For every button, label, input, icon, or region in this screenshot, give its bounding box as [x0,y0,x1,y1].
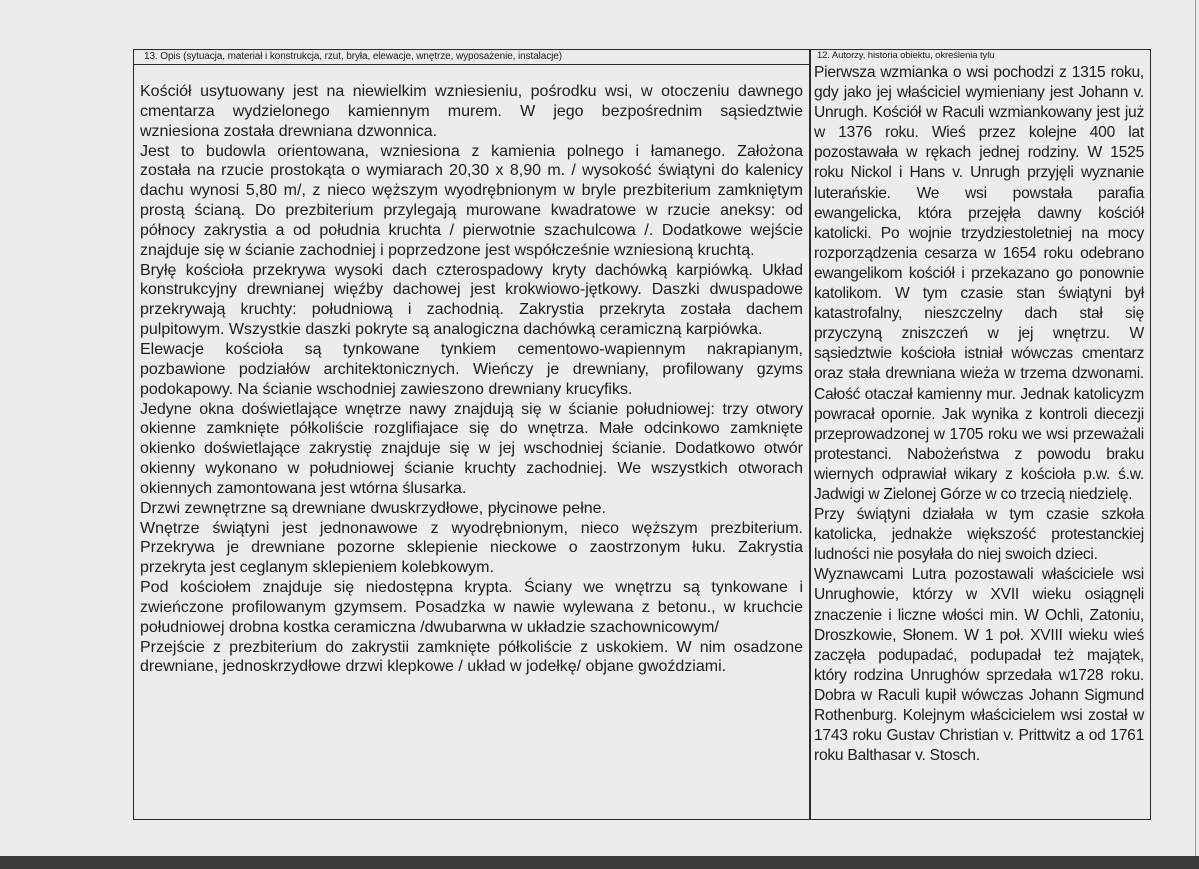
text-line: Wnętrze świątyni jest jednonawowe z wyodrębnionym, nieco węższym prezbiterium. [140,519,803,537]
text-line: Dobra w Raculi kupił wówczas Johann Sigmund [814,686,1144,704]
text-line: wzniesiona została drewniana dzwonnica. [140,122,438,140]
page-edge [1195,0,1196,856]
text-line: katastrofalny, nieszczelny dach stał się [814,305,1144,323]
text-line: katolicki. Po wojnie trzydziestoletniej na mocy [814,224,1144,242]
text-line: pulpitowym. Wszystkie daszki pokryte są analogiczna dachówką ceramiczną karpiówka. [140,321,763,339]
paragraph [140,340,803,400]
text-line: zaczęła podupadać, podupadał też majątek, [814,646,1144,664]
text-line: konstrukcyjny drewnianej więźby dachowej jest krokwiowo-jętkowy. Daszki dwuspadowe [140,281,803,299]
text-line: Przejście z prezbiterium do zakrystii zamknięte półkoliście z uskokiem. W nim osadzone [140,638,803,656]
text-line: przekryta jest ceglanym sklepieniem kolebkowym. [140,559,494,577]
text-line: roku Nickol i Hans v. Unrugh przyjęli wyznanie [814,164,1144,182]
text-line: Bryłę kościoła przekrywa wysoki dach czterospadowy kryty dachówką karpiówką. Układ [140,261,803,279]
text-line: zwieńczone profilowanym gzymsem. Posadzka w nawie wylewana z betonu., w kruchcie [140,598,803,616]
text-line: oraz stała drewniana wieża w trzema dzwonami. [814,365,1144,383]
paragraph [140,578,803,638]
text-line: Droszkowie, Słonem. W 1 poł. XVIII wieku wieś [814,626,1144,644]
text-line: Wyznawcami Lutra pozostawali właściciele wsi [814,566,1144,584]
text-line: okienny wykonano w południowej ścianie kruchty zachodniej. We wszystkich otworach [140,460,803,478]
text-line: ewangelikom kościół i przekazano go ponownie [814,264,1144,282]
text-line: który rodzina Unrughów sprzedała w1728 roku. [814,666,1144,684]
text-line: sąsiedztwie kościoła istniał wówczas cmentarz [814,345,1144,363]
text-line: rozporządzenia cesarza w 1654 roku odebrano [814,244,1144,262]
text-line: Przekrywa je drewniane pozorne sklepienie nieckowe o zaostrzonym łuku. Zakrystia [140,539,803,557]
text-line: przeprowadzonej w 1705 roku we wsi przeważali [814,425,1144,443]
text-line: południowej drobna kostka ceramiczna /dwubarwna w układzie szachownicowym/ [140,618,719,636]
description-text [140,82,803,677]
text-line: przekrywają kruchty: południową i zachodnią. Zakrystia przekryta została dachem [140,301,803,319]
text-line: powracał opornie. Jak wynika z kontroli diecezji [814,405,1144,423]
history-text [814,63,1144,766]
text-line: Pierwsza wzmianka o wsi pochodzi z 1315 roku, [814,64,1144,81]
header-rule [134,64,809,65]
paragraph [140,499,803,519]
paragraph [814,505,1144,565]
paragraph [140,400,803,499]
text-line: pozbawione podziałów architektonicznych. Wieńczy je drewniany, profilowany gzyms [140,360,803,378]
text-line: podokapowy. Na ścianie wschodniej zawieszono drewniany krucyfiks. [140,380,633,398]
text-line: ewangelicka, która przejęła dawny kościół [814,204,1144,222]
section-12-header: 12. Autorzy, historia obiektu, określenia tylu [817,50,995,61]
text-line: Pod kościołem znajduje się niedostępna krypta. Ściany we wnętrzu są tynkowane i [140,579,803,597]
text-line: katolikom. W tym czasie stan świątyni był [814,285,1144,303]
text-line: ludności nie posyłała do niej swoich dzieci. [814,546,1098,564]
text-line: Drzwi zewnętrzne są drewniane dwuskrzydłowe, płycinowe pełne. [140,499,606,517]
text-line: okienko doświetlające zakrystię znajduje się w jej wschodniej ścianie. Dodatkowo otwór [140,440,803,458]
text-line: okienne zamknięte półkoliście rozglifiajace się do wnętrza. Małe odcinkowo zamknięte [140,420,803,438]
text-line: znaczenie i liczne włości min. W Ochli, Zatoniu, [814,606,1144,624]
text-line: Kościół usytuowany jest na niewielkim wzniesieniu, pośrodku wsi, w otoczeniu dawnego [140,83,803,100]
text-line: w 1376 roku. Wieś przez kolejne 400 lat [814,124,1144,142]
scanner-border [0,856,1199,869]
paragraph [140,82,803,142]
text-line: Przy świątyni działała w tym czasie szkoła [814,506,1144,524]
text-line: gdy jako jej właściciel wymieniany jest Johann v. [814,84,1144,102]
text-line: Elewacje kościoła są tynkowane tynkiem cementowo-wapiennym nakrapianym, [140,340,803,358]
text-line: pozostawała w rękach jednej rodziny. W 1525 [814,144,1144,162]
form-table [133,49,1151,820]
text-line: okiennych zamontowana jest wtórna ślusarka. [140,479,467,497]
paragraph [140,519,803,579]
text-line: drewniane, jednoskrzydłowe drzwi klepkowe / układ w jodełkę/ objane gwoździami. [140,658,727,676]
text-line: została na rzucie prostokąta o wymiarach 20,30 x 8,90 m. / wysokość świątyni do kalenicy [140,162,803,180]
paragraph [814,565,1144,766]
text-line: znajduje się w ścianie zachodniej i poprzedzone jest współcześnie wzniesioną kruchtą. [140,241,755,259]
paragraph [140,638,803,678]
text-line: Unrugh. Kościół w Raculi wzmiankowany jest już [814,104,1144,122]
text-line: luterańskie. We wsi powstała parafia [814,184,1144,202]
text-line: cmentarza wydzielonego kamiennym murem. W jego bezpośrednim sąsiedztwie [140,102,803,120]
text-line: Rothenburg. Kolejnym właścicielem wsi został w [814,707,1144,724]
paragraph [140,142,803,261]
text-line: Jadwigi w Zielonej Górze w co trzecią niedzielę. [814,485,1133,503]
text-line: dachu wynosi 5,80 m/, z nieco węższym wyodrębnionym w bryle prezbiterium zamkniętym [140,182,803,200]
text-line: Całość otaczał kamienny mur. Jednak katolicyzm [814,385,1144,403]
text-line: prostą ścianą. Do prezbiterium przylegają murowane kwadratowe w rzucie aneksy: od [140,202,803,220]
text-line: katolicka, jednakże większość protestanckiej [814,526,1144,544]
text-line: przyczyną zniszczeń w jej wnętrzu. W [814,325,1144,343]
text-line: Unrughowie, którzy w XVII wieku osiągnęli [814,586,1144,604]
paragraph [814,63,1144,505]
section-13-header: 13. Opis (sytuacja, materiał i konstrukcja, rzut, bryła, elewacje, wnętrze, wyposażenie, instalacje) [144,51,562,62]
text-line: 1743 roku Gustav Christian v. Prittwitz a od 1761 [814,727,1144,745]
text-line: Jest to budowla orientowana, wzniesiona z kamienia polnego i łamanego. Założona [140,142,803,160]
text-line: protestanci. Nabożeństwa z powodu braku [814,445,1144,463]
text-line: północy zakrystia a od południa kruchta / pierwotnie szachulcowa /. Dodatkowe wejście [140,221,803,239]
text-line: roku Balthasar v. Stosch. [814,747,980,765]
paragraph [140,261,803,340]
text-line: Jedyne okna doświetlające wnętrze nawy znajdują się w ścianie południowej: trzy otwory [140,400,803,418]
text-line: wiernych odprawiał wikary z kościoła p.w. ś.w. [814,465,1144,483]
column-divider [809,50,811,819]
